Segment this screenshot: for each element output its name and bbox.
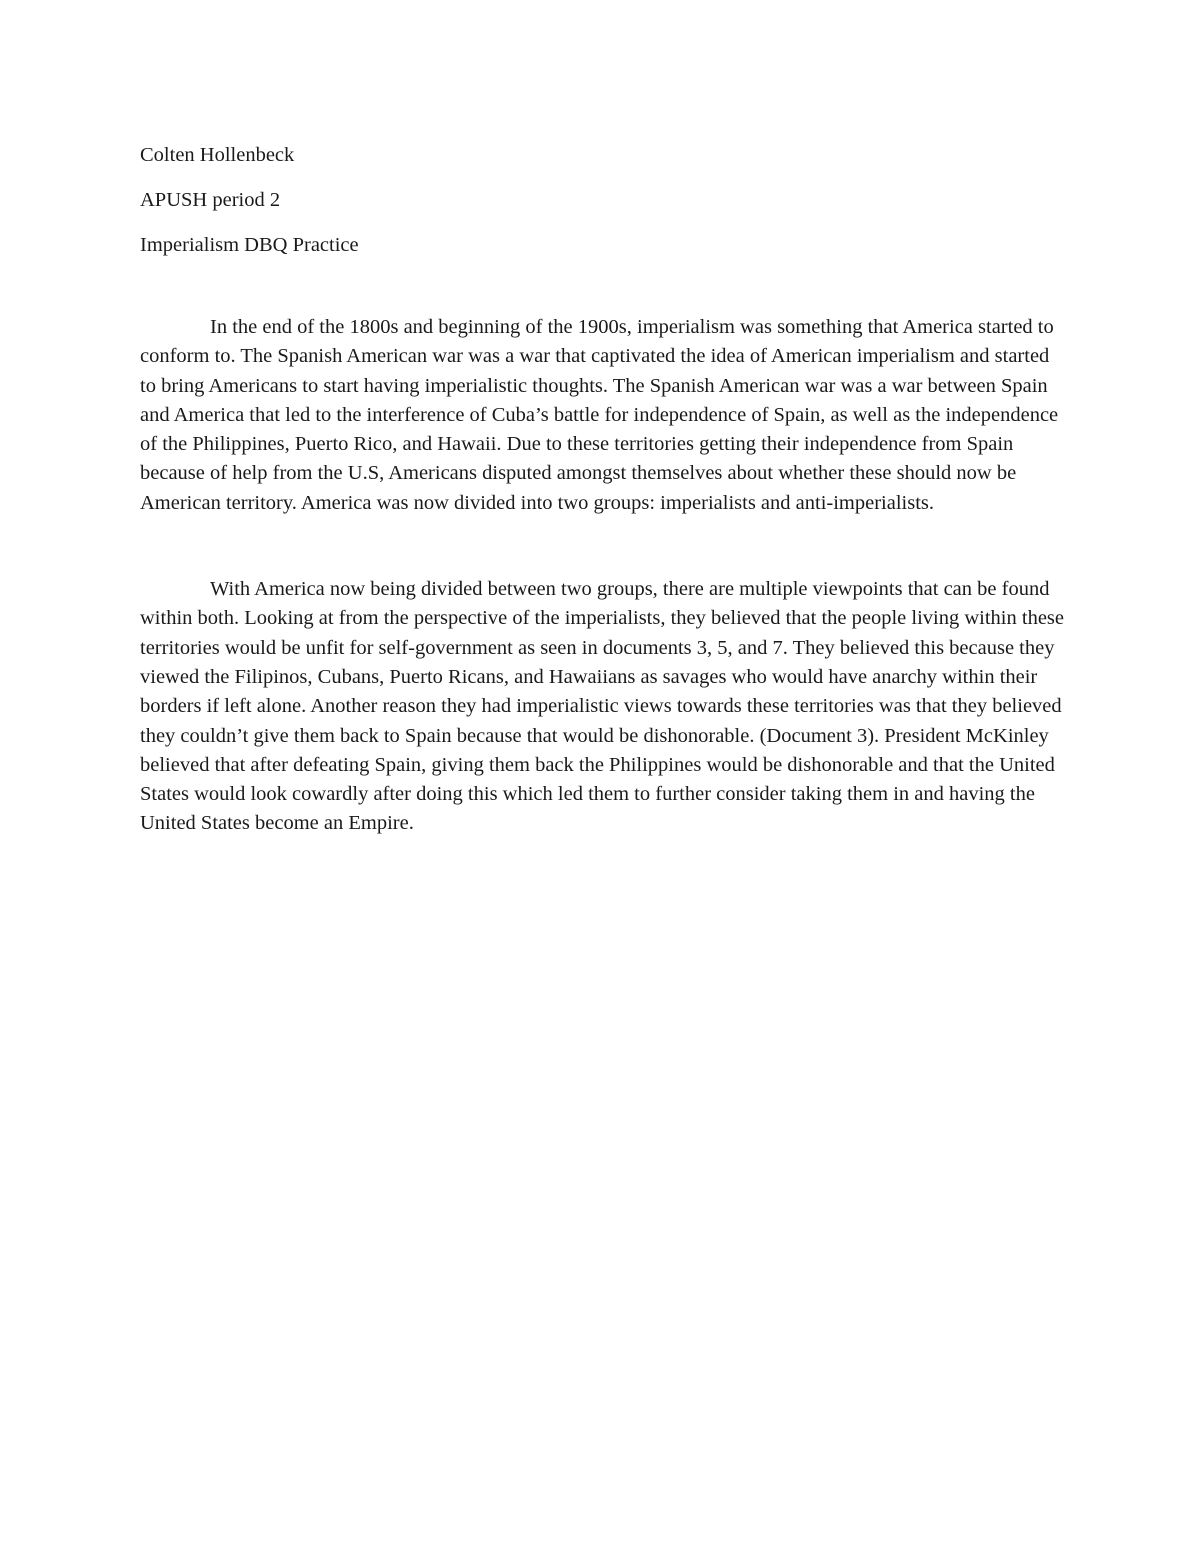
essay-paragraph-imperialist-view: With America now being divided between two groups, there are multiple viewpoints that can be found within both. Looking at from the perspective of the imperialists, they believed that the people living within these territories would be unfit for self-government as seen in documents 3, 5, and 7. They believed this because they viewed the Filipinos, Cubans, Puerto Ricans, and Hawaiians as savages who would have anarchy within their borders if left alone. Another reason they had imperialistic views towards these territories was that they believed they couldn’t give them back to Spain because that would be dishonorable. (Document 3). President McKinley believed that after defeating Spain, giving them back the Philippines would be dishonorable and that the United States would look cowardly after doing this which led them to further consider taking them in and having the United States become an Empire. xyxy=(140,578,1064,835)
paragraph-spacer xyxy=(140,518,1064,575)
document-content xyxy=(140,143,1064,839)
essay-paragraph-intro: In the end of the 1800s and beginning of the 1900s, imperialism was something that America started to conform to. The Spanish American war was a war that captivated the idea of American imperialism and started to bring Americans to start having imperialistic thoughts. The Spanish American war was a war between Spain and America that led to the interference of Cuba’s battle for independence of Spain, as well as the independence of the Philippines, Puerto Rico, and Hawaii. Due to these territories getting their independence from Spain because of help from the U.S, Americans disputed amongst themselves about whether these should now be American territory. America was now divided into two groups: imperialists and anti-imperialists. xyxy=(140,316,1059,514)
assignment-title: Imperialism DBQ Practice xyxy=(140,234,359,256)
class-period: APUSH period 2 xyxy=(140,189,281,211)
document-header xyxy=(140,143,1064,257)
student-name: Colten Hollenbeck xyxy=(140,144,295,166)
